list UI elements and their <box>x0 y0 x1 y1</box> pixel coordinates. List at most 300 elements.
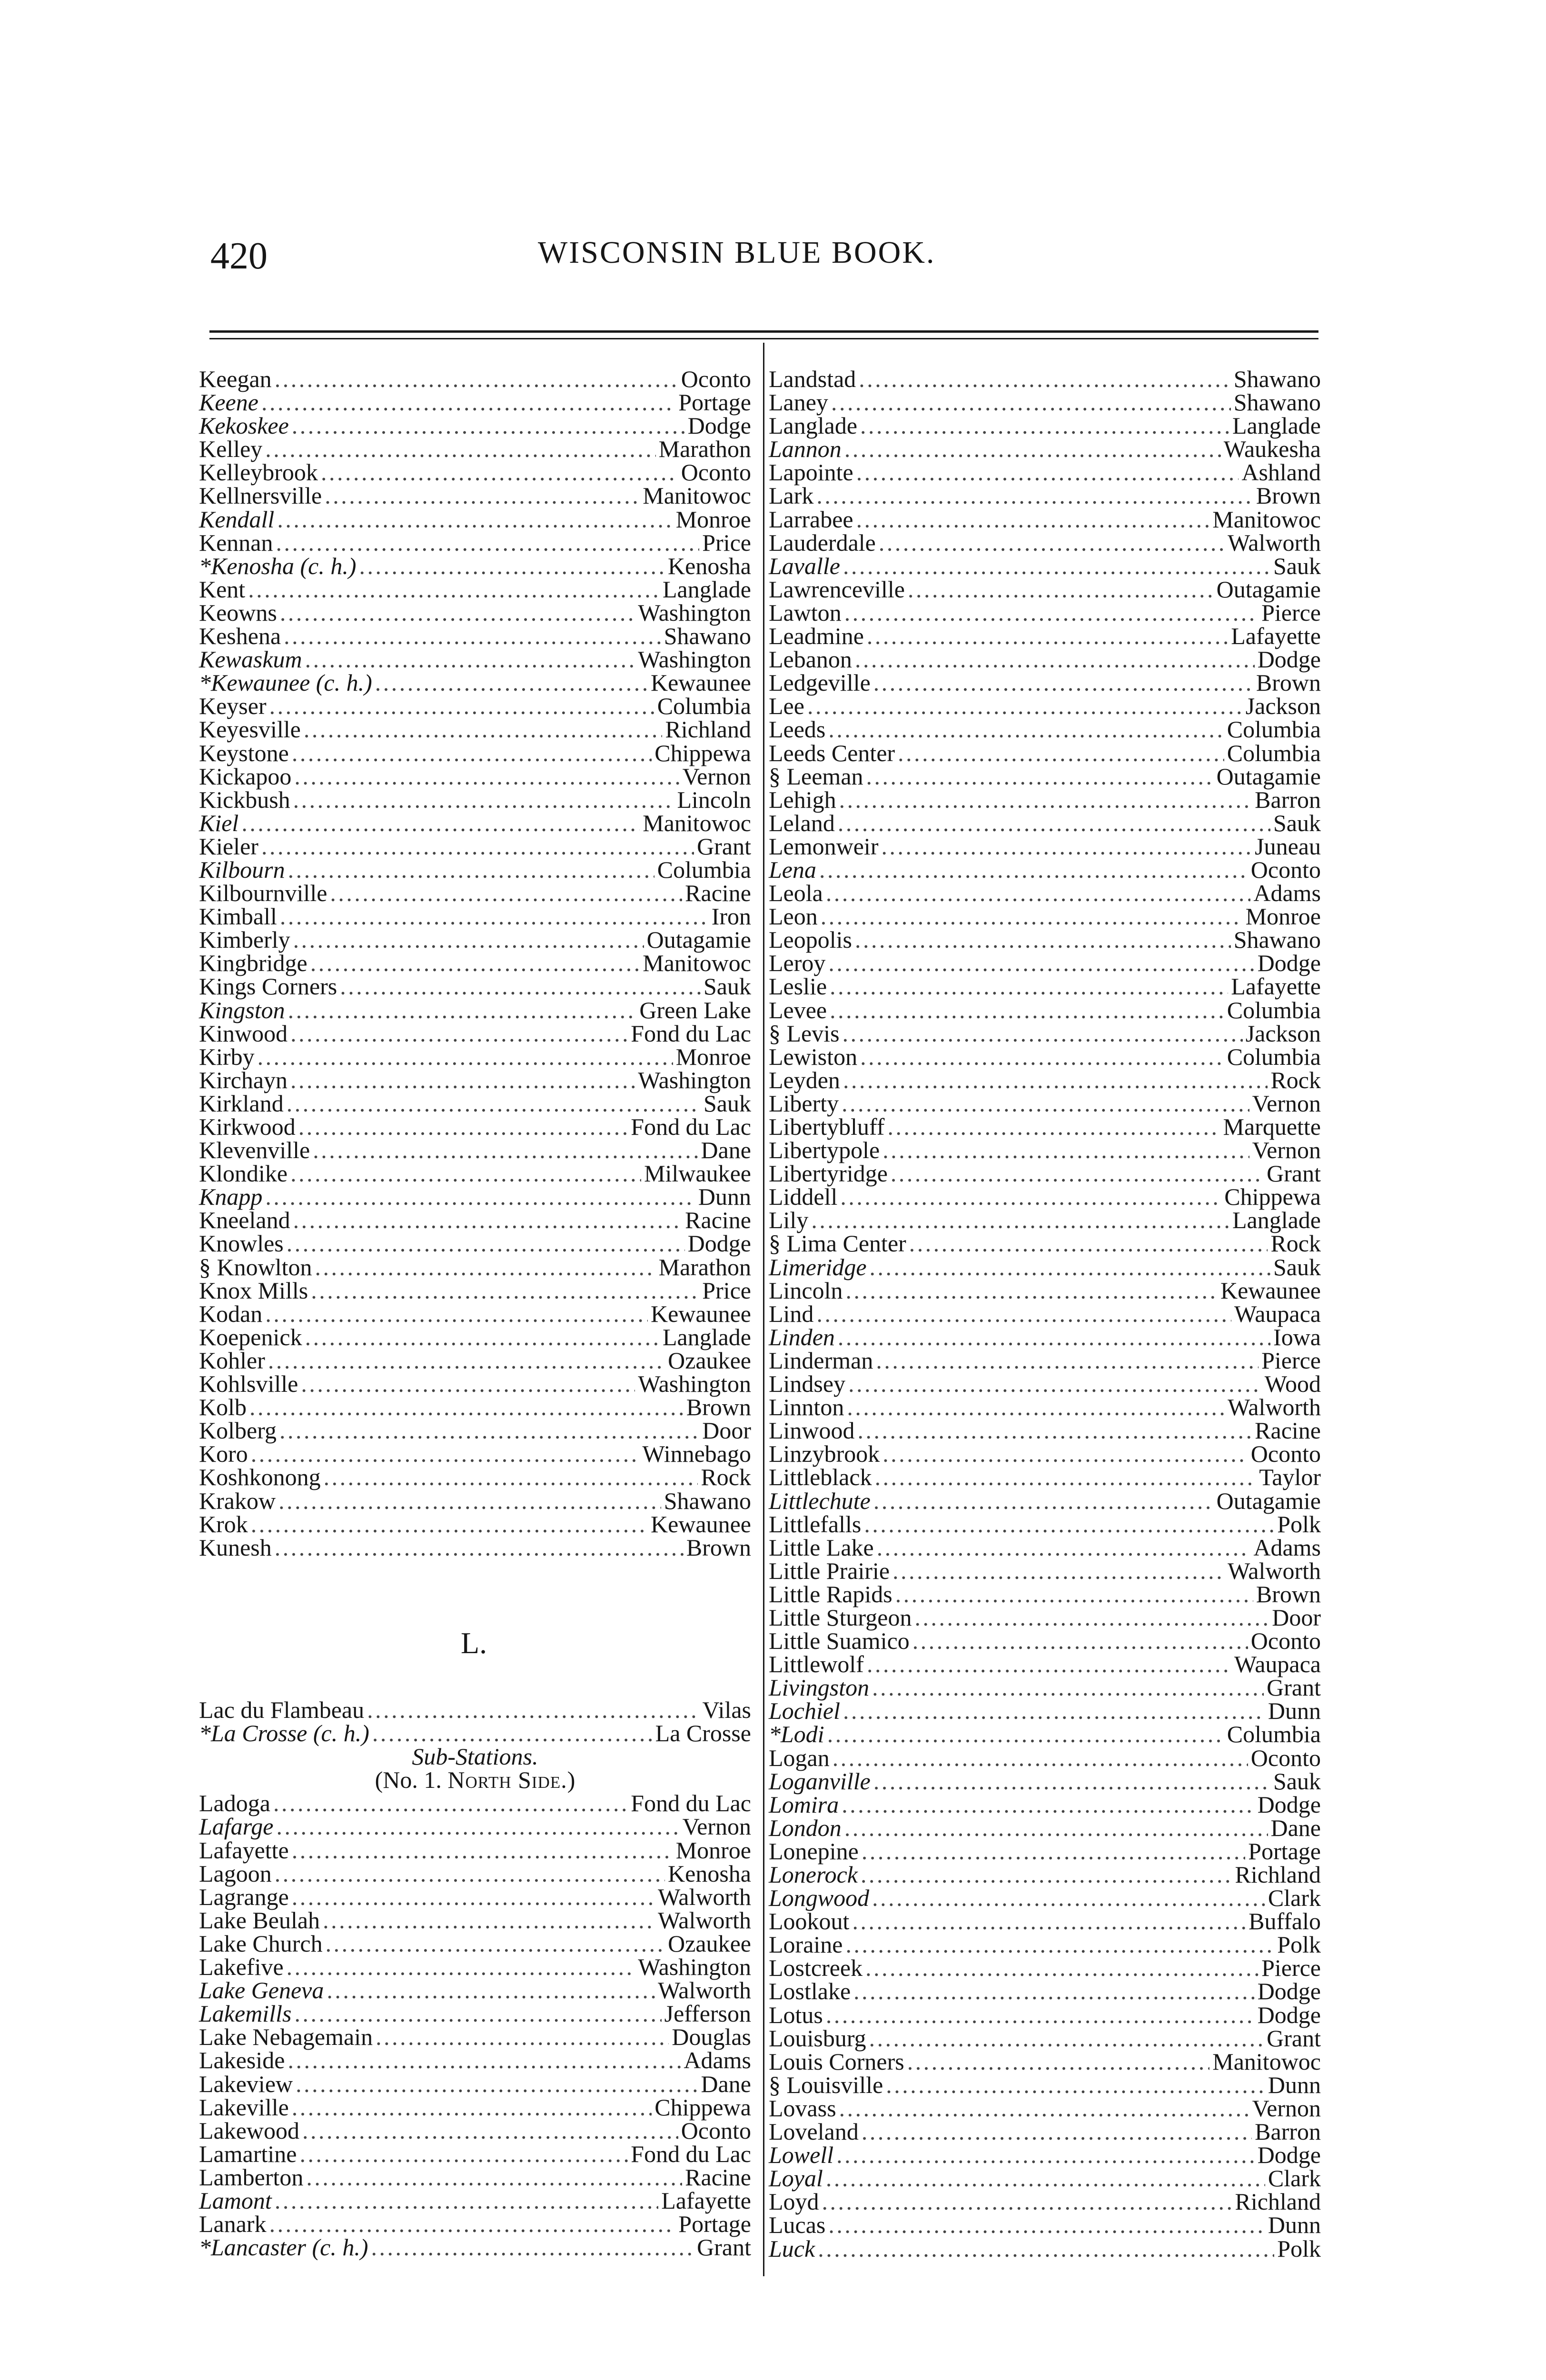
gazetteer-entry <box>769 1139 1321 1162</box>
place-name: Leyden <box>769 1066 840 1093</box>
gazetteer-entry <box>199 601 751 625</box>
dot-leader <box>879 531 1225 555</box>
dot-leader <box>315 1256 656 1279</box>
dot-leader <box>908 578 1214 601</box>
place-name: Lena <box>769 856 816 883</box>
dot-leader <box>251 1513 648 1536</box>
place-name: Kickbush <box>199 786 290 813</box>
dot-leader <box>816 484 1253 507</box>
dot-leader <box>290 1069 635 1092</box>
gazetteer-entry <box>769 1092 1321 1115</box>
dot-leader <box>846 1279 1218 1302</box>
gazetteer-entry <box>199 905 751 928</box>
place-name: Keene <box>199 389 258 416</box>
place-name: Lucas <box>769 2211 826 2239</box>
dot-leader <box>852 1910 1246 1933</box>
place-name: Lebanon <box>769 646 852 673</box>
gazetteer-entry <box>769 484 1321 507</box>
dot-leader <box>279 1419 699 1442</box>
place-name: § Louisville <box>769 2071 883 2098</box>
page-number: 420 <box>210 235 268 277</box>
place-name: Kinwood <box>199 1020 288 1047</box>
place-name: Lomira <box>769 1791 839 1818</box>
gazetteer-entry <box>769 1746 1321 1770</box>
place-name: Kelley <box>199 436 263 463</box>
place-name: Lotus <box>769 2001 823 2028</box>
county-name: Adams <box>684 2047 751 2074</box>
dot-leader <box>886 2073 1265 2097</box>
dot-leader <box>359 555 665 578</box>
column-divider <box>763 343 764 2276</box>
place-name: Knowles <box>199 1230 284 1257</box>
county-name: Monroe <box>675 1836 751 1864</box>
place-name: *Lodi <box>769 1721 824 1748</box>
county-name: Langlade <box>1232 412 1321 439</box>
county-name: Monroe <box>675 1043 751 1070</box>
dot-leader <box>305 1326 660 1349</box>
l-top-list <box>199 1698 751 1745</box>
county-name: Shawano <box>1233 366 1321 392</box>
gazetteer-entry <box>769 1816 1321 1840</box>
county-name: Kenosha <box>668 1860 751 1887</box>
dot-leader <box>832 1746 1248 1770</box>
right-column-list <box>769 367 1321 2261</box>
county-name: Manitowoc <box>1212 506 1321 533</box>
county-name: Brown <box>686 1534 751 1561</box>
dot-leader <box>831 391 1231 414</box>
dot-leader <box>310 952 640 975</box>
dot-leader <box>862 2120 1252 2143</box>
county-name: Washington <box>638 1954 751 1981</box>
gazetteer-entry <box>769 788 1321 812</box>
gazetteer-entry <box>199 484 751 507</box>
place-name: Lostlake <box>769 1978 851 2005</box>
gazetteer-entry <box>769 1980 1321 2003</box>
dot-leader <box>872 1886 1265 1910</box>
gazetteer-entry <box>199 1279 751 1302</box>
gazetteer-entry <box>769 1863 1321 1886</box>
header-rule-thin <box>209 338 1318 339</box>
place-name: Landstad <box>769 366 856 392</box>
dot-leader <box>372 1722 653 1745</box>
place-name: Knapp <box>199 1183 263 1210</box>
gazetteer-entry <box>199 1442 751 1466</box>
dot-leader <box>265 1302 648 1326</box>
place-name: Lee <box>769 693 804 720</box>
county-name: Rock <box>701 1464 751 1491</box>
dot-leader <box>822 2190 1232 2213</box>
dot-leader <box>838 1326 1270 1349</box>
county-name: Fond du Lac <box>631 1113 751 1140</box>
dot-leader <box>258 1045 673 1069</box>
dot-leader <box>265 1185 695 1209</box>
county-name: Dodge <box>1257 1978 1321 2005</box>
dot-leader <box>275 1536 684 1559</box>
gazetteer-entry <box>769 601 1321 625</box>
place-name: Lamartine <box>199 2140 297 2167</box>
place-name: Lewiston <box>769 1043 858 1070</box>
place-name: Kodan <box>199 1300 263 1327</box>
dot-leader <box>305 648 635 671</box>
place-name: Lanark <box>199 2211 267 2238</box>
county-name: Washington <box>638 646 751 673</box>
dot-leader <box>269 2212 676 2236</box>
gazetteer-entry <box>769 835 1321 858</box>
county-name: Jefferson <box>664 2000 751 2027</box>
dot-leader <box>856 508 1210 531</box>
gazetteer-entry <box>199 1209 751 1232</box>
county-name: Clark <box>1268 2165 1321 2192</box>
county-name: Racine <box>685 2163 751 2191</box>
gazetteer-entry <box>769 1372 1321 1396</box>
place-name: Kirkwood <box>199 1113 296 1140</box>
county-name: Oconto <box>1250 1627 1321 1655</box>
place-name: Littlefalls <box>769 1510 862 1537</box>
dot-leader <box>251 1442 640 1466</box>
county-name: Chippewa <box>1224 1183 1321 1210</box>
place-name: Leroy <box>769 950 826 977</box>
dot-leader <box>261 391 675 414</box>
place-name: Klevenville <box>199 1137 310 1164</box>
county-name: Columbia <box>1227 1721 1321 1748</box>
place-name: Keyesville <box>199 716 301 743</box>
dot-leader <box>287 2049 681 2072</box>
dot-leader <box>324 1466 698 1489</box>
place-name: Kewaskum <box>199 646 302 673</box>
county-name: Fond du Lac <box>631 1790 751 1817</box>
dot-leader <box>842 1022 1243 1045</box>
dot-leader <box>293 1209 683 1232</box>
dot-leader <box>288 858 654 882</box>
dot-leader <box>826 2003 1255 2027</box>
gazetteer-entry <box>769 1232 1321 1255</box>
county-name: Dodge <box>1257 2001 1321 2028</box>
place-name: Lochiel <box>769 1697 840 1725</box>
dot-leader <box>873 1489 1214 1513</box>
gazetteer-entry <box>199 1232 751 1255</box>
gazetteer-entry <box>769 2024 1321 2052</box>
county-name: Dodge <box>687 412 751 439</box>
gazetteer-entry <box>769 575 1321 603</box>
gazetteer-entry <box>199 1862 751 1885</box>
dot-leader <box>869 2027 1264 2050</box>
place-name: Koshkonong <box>199 1464 321 1491</box>
dot-leader <box>848 1372 1262 1396</box>
place-name: Kellnersville <box>199 482 322 509</box>
county-name: Richland <box>1235 1861 1321 1888</box>
county-name: Monroe <box>1245 903 1321 930</box>
county-name: Pierce <box>1261 599 1321 626</box>
county-name: Ozaukee <box>668 1347 751 1374</box>
place-name: Lawrenceville <box>769 575 905 603</box>
county-name: Portage <box>678 389 751 416</box>
gazetteer-entry <box>769 2094 1321 2122</box>
gazetteer-entry <box>769 1510 1321 1537</box>
place-name: Lonerock <box>769 1861 858 1888</box>
gazetteer-entry <box>769 2120 1321 2143</box>
gazetteer-entry <box>199 1489 751 1513</box>
gazetteer-entry <box>199 508 751 531</box>
dot-leader <box>855 648 1255 671</box>
place-name: § Lima Center <box>769 1230 906 1257</box>
county-name: Sauk <box>1273 1767 1321 1795</box>
place-name: Lark <box>769 482 814 509</box>
gazetteer-entry <box>769 928 1321 952</box>
place-name: Lostcreek <box>769 1954 863 1982</box>
gazetteer-entry <box>769 1489 1321 1513</box>
county-name: Walworth <box>658 1906 751 1934</box>
gazetteer-entry <box>199 1510 751 1537</box>
gazetteer-entry <box>199 1396 751 1419</box>
place-name: Linnton <box>769 1394 844 1421</box>
county-name: Polk <box>1277 1931 1321 1958</box>
county-name: Brown <box>1256 669 1321 696</box>
gazetteer-entry <box>769 1699 1321 1723</box>
place-name: Levee <box>769 996 827 1023</box>
gazetteer-entry <box>769 1559 1321 1583</box>
place-name: Lafarge <box>199 1813 274 1840</box>
gazetteer-entry <box>199 1955 751 1979</box>
county-name: Kenosha <box>668 552 751 579</box>
dot-leader <box>278 1489 661 1513</box>
county-name: Walworth <box>1228 529 1321 556</box>
place-name: Kilbournville <box>199 880 327 907</box>
dot-leader <box>261 835 694 858</box>
dot-leader <box>839 788 1252 812</box>
dot-leader <box>855 928 1231 952</box>
dot-leader <box>887 1115 1220 1139</box>
gazetteer-entry <box>199 648 751 671</box>
place-name: Lily <box>769 1207 809 1234</box>
county-name: Jackson <box>1245 693 1321 720</box>
place-name: Little Prairie <box>769 1557 890 1584</box>
dot-leader <box>367 1698 699 1722</box>
county-name: Vernon <box>1252 1090 1321 1117</box>
place-name: Leeds Center <box>769 739 895 766</box>
place-name: London <box>769 1814 842 1841</box>
place-name: Krok <box>199 1510 248 1537</box>
county-name: Jackson <box>1245 1020 1321 1047</box>
gazetteer-entry <box>769 1022 1321 1045</box>
dot-leader <box>273 1792 628 1815</box>
dot-leader <box>298 1115 628 1139</box>
dot-leader <box>277 508 673 531</box>
dot-leader <box>327 1979 655 2002</box>
county-name: Manitowoc <box>643 950 751 977</box>
dot-leader <box>269 694 654 718</box>
gazetteer-entry <box>199 461 751 484</box>
dot-leader <box>895 1583 1253 1606</box>
dot-leader <box>265 437 655 461</box>
place-name: Logan <box>769 1744 830 1771</box>
place-name: Lakemills <box>199 2000 292 2027</box>
dot-leader <box>828 2213 1265 2237</box>
place-name: Kirkland <box>199 1090 284 1117</box>
county-name: Dane <box>701 1137 751 1164</box>
gazetteer-entry <box>769 1606 1321 1629</box>
left-column-k-list <box>199 367 751 1559</box>
dot-leader <box>304 718 663 741</box>
place-name: Kelleybrook <box>199 459 318 486</box>
dot-leader <box>843 555 1270 578</box>
dot-leader <box>371 2236 694 2259</box>
county-name: Door <box>1272 1604 1321 1631</box>
place-name: Little Lake <box>769 1534 874 1561</box>
place-name: Lind <box>769 1300 814 1327</box>
county-name: Waupaca <box>1234 1651 1321 1678</box>
county-name: Sauk <box>1273 809 1321 836</box>
gazetteer-entry <box>199 1022 751 1045</box>
gazetteer-entry <box>769 1185 1321 1209</box>
dot-leader <box>882 1139 1249 1162</box>
gazetteer-entry <box>199 1466 751 1489</box>
place-name: Lonepine <box>769 1837 859 1864</box>
place-name: Lehigh <box>769 786 836 813</box>
gazetteer-entry <box>769 809 1321 836</box>
county-name: Iowa <box>1273 1323 1321 1350</box>
place-name: Keshena <box>199 623 281 650</box>
county-name: Brown <box>686 1394 751 1421</box>
dot-leader <box>302 2119 678 2142</box>
gazetteer-entry <box>769 739 1321 766</box>
county-name: Chippewa <box>654 2093 751 2121</box>
county-name: Washington <box>638 1370 751 1398</box>
dot-leader <box>294 765 679 788</box>
place-name: § Levis <box>769 1020 840 1047</box>
gazetteer-entry <box>199 1932 751 1955</box>
county-name: Grant <box>697 833 751 860</box>
dot-leader <box>325 484 640 507</box>
gazetteer-entry <box>199 2025 751 2049</box>
place-name: § Leeman <box>769 763 863 790</box>
place-name: Ladoga <box>199 1790 270 1817</box>
place-name: Loyal <box>769 2165 823 2192</box>
place-name: Kickapoo <box>199 763 292 790</box>
gazetteer-entry <box>199 1722 751 1745</box>
gazetteer-entry <box>199 1253 751 1280</box>
dot-leader <box>293 928 644 952</box>
dot-leader <box>843 1069 1268 1092</box>
gazetteer-entry <box>769 905 1321 928</box>
county-name: Dunn <box>1268 1697 1321 1725</box>
dot-leader <box>867 625 1228 648</box>
county-name: Polk <box>1277 1510 1321 1537</box>
gazetteer-entry <box>199 437 751 461</box>
county-name: Winnebago <box>642 1440 751 1468</box>
county-name: Door <box>702 1417 751 1444</box>
dot-leader <box>912 1629 1248 1653</box>
county-name: Pierce <box>1261 1954 1321 1982</box>
gazetteer-entry <box>199 788 751 812</box>
sub-note-prefix: (No. 1. <box>375 1766 442 1794</box>
gazetteer-entry <box>769 1162 1321 1185</box>
gazetteer-entry <box>769 1723 1321 1746</box>
county-name: Oconto <box>681 459 751 486</box>
dot-leader <box>330 882 682 905</box>
county-name: La Crosse <box>655 1720 751 1747</box>
dot-leader <box>292 1885 655 1909</box>
place-name: Leon <box>769 903 818 930</box>
gazetteer-entry <box>199 952 751 975</box>
place-name: *Lancaster (c. h.) <box>199 2234 368 2261</box>
dot-leader <box>321 461 678 484</box>
place-name: Lookout <box>769 1908 850 1935</box>
gazetteer-entry <box>769 1253 1321 1280</box>
gazetteer-entry <box>769 2167 1321 2190</box>
county-name: Walworth <box>1228 1394 1321 1421</box>
county-name: Washington <box>638 599 751 626</box>
place-name: Kings Corners <box>199 973 337 1000</box>
place-name: Littlewolf <box>769 1651 864 1678</box>
place-name: Lannon <box>769 436 842 463</box>
gazetteer-entry <box>769 765 1321 788</box>
county-name: Outagamie <box>1216 575 1321 603</box>
place-name: Knox Mills <box>199 1277 308 1304</box>
dot-leader <box>907 2050 1210 2073</box>
place-name: Kohlsville <box>199 1370 298 1398</box>
county-name: Rock <box>1270 1066 1321 1093</box>
dot-leader <box>862 1840 1245 1863</box>
place-name: Keegan <box>199 366 272 392</box>
county-name: Waupaca <box>1234 1300 1321 1327</box>
dot-leader <box>839 2097 1249 2120</box>
county-name: Waukesha <box>1223 436 1321 463</box>
gazetteer-entry <box>199 739 751 766</box>
place-name: Libertypole <box>769 1137 880 1164</box>
place-name: Limeridge <box>769 1253 867 1280</box>
place-name: Liberty <box>769 1090 839 1117</box>
gazetteer-entry <box>769 414 1321 437</box>
gazetteer-entry <box>199 1792 751 1815</box>
county-name: Lafayette <box>1231 973 1321 1000</box>
county-name: Chippewa <box>654 739 751 766</box>
dot-leader <box>290 1022 628 1045</box>
gazetteer-entry <box>199 1066 751 1093</box>
county-name: Langlade <box>662 575 751 603</box>
gazetteer-entry <box>769 1886 1321 1910</box>
dot-leader <box>288 999 637 1022</box>
dot-leader <box>876 1349 1259 1372</box>
county-name: Vilas <box>702 1696 751 1723</box>
gazetteer-entry <box>769 552 1321 579</box>
gazetteer-entry <box>199 531 751 555</box>
county-name: Kewaunee <box>651 1510 751 1537</box>
place-name: *Kewaunee (c. h.) <box>199 669 372 696</box>
dot-leader <box>828 718 1224 741</box>
gazetteer-entry <box>199 975 751 998</box>
county-name: Columbia <box>657 856 751 883</box>
place-name: Lake Beulah <box>199 1906 320 1934</box>
place-name: Larrabee <box>769 506 853 533</box>
county-name: Marathon <box>658 436 751 463</box>
county-name: Wood <box>1264 1370 1321 1398</box>
gazetteer-entry <box>769 1536 1321 1559</box>
gazetteer-entry <box>769 1045 1321 1069</box>
dot-leader <box>845 1933 1274 1956</box>
dot-leader <box>306 2166 682 2189</box>
dot-leader <box>241 812 640 835</box>
dot-leader <box>275 2189 658 2212</box>
county-name: Outagamie <box>1216 1487 1321 1514</box>
gazetteer-entry <box>769 996 1321 1023</box>
dot-leader <box>294 2002 661 2025</box>
gazetteer-entry <box>199 1115 751 1139</box>
county-name: Shawano <box>664 1487 751 1514</box>
county-name: Dodge <box>1257 2142 1321 2169</box>
gazetteer-entry <box>769 1910 1321 1933</box>
place-name: Lavalle <box>769 552 840 579</box>
dot-leader <box>877 1536 1251 1559</box>
